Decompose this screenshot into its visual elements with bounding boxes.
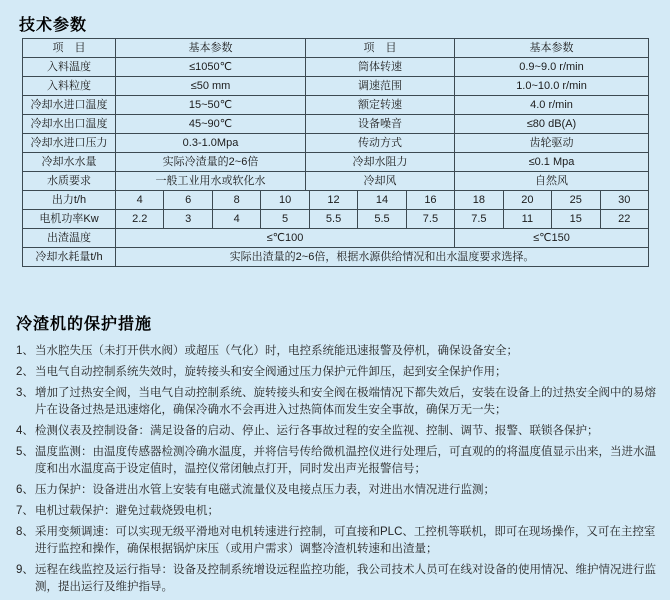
power-value-cell: 7.5 — [455, 210, 503, 229]
table-row — [23, 153, 649, 172]
table-header-row — [23, 39, 649, 58]
output-value-cell: 14 — [358, 191, 406, 210]
param-label-cell: 冷却水耗量t/h — [23, 248, 116, 267]
power-value-cell: 4 — [213, 210, 261, 229]
param-label-cell: 冷却水水量 — [23, 153, 116, 172]
param-value-cell: 自然风 — [455, 172, 649, 191]
list-item — [15, 482, 657, 499]
item-text: 压力保护：设备进出水管上安装有电磁式流量仪及电接点压力表，对进出水情况进行监测； — [35, 484, 495, 496]
table-row — [23, 134, 649, 153]
power-value-cell: 22 — [601, 210, 649, 229]
item-text: 检测仪表及控制设备：满足设备的启动、停止、运行各事故过程的安全监视、控制、调节、报警、联锁各保护； — [35, 425, 599, 437]
output-value-cell: 8 — [213, 191, 261, 210]
table-row — [23, 77, 649, 96]
power-value-cell: 5.5 — [310, 210, 358, 229]
param-value-cell: 4.0 r/min — [455, 96, 649, 115]
table-header-cell: 基本参数 — [116, 39, 306, 58]
param-label-cell: 冷却水出口温度 — [23, 115, 116, 134]
param-label-cell: 冷却水阻力 — [306, 153, 455, 172]
table-header-cell: 基本参数 — [455, 39, 649, 58]
spec-table — [22, 38, 649, 267]
param-value-cell: 15~50℃ — [116, 96, 306, 115]
param-label-cell: 调速范围 — [306, 77, 455, 96]
param-label-cell: 出渣温度 — [23, 229, 116, 248]
tech-params-title: 技术参数 — [19, 17, 88, 34]
param-label-cell: 入料温度 — [23, 58, 116, 77]
param-value-cell: 1.0~10.0 r/min — [455, 77, 649, 96]
item-number: 8、 — [16, 526, 34, 538]
list-item — [15, 524, 657, 558]
param-value-cell: ≤1050℃ — [116, 58, 306, 77]
param-value-cell: 一般工业用水或软化水 — [116, 172, 306, 191]
param-value-cell: ≤50 mm — [116, 77, 306, 96]
output-value-cell: 16 — [407, 191, 455, 210]
item-number: 6、 — [16, 484, 34, 496]
output-value-cell: 6 — [164, 191, 212, 210]
param-label-cell: 传动方式 — [306, 134, 455, 153]
item-number: 2、 — [16, 366, 34, 378]
slag-temp-left-cell: ≤℃100 — [116, 229, 455, 248]
item-number: 5、 — [16, 446, 34, 458]
param-value-cell: 实际冷渣量的2~6倍 — [116, 153, 306, 172]
protection-list — [15, 343, 657, 600]
param-label-cell: 冷却水进口压力 — [23, 134, 116, 153]
power-value-cell: 15 — [552, 210, 600, 229]
param-label-cell: 电机功率Kw — [23, 210, 116, 229]
param-value-cell: 0.3-1.0Mpa — [116, 134, 306, 153]
item-text: 远程在线监控及运行指导：设备及控制系统增设远程监控功能，我公司技术人员可在线对设备的使用情况、维护情况进行监测，提出运行及维护指导。 — [35, 564, 656, 593]
list-item — [15, 364, 657, 381]
power-value-cell: 5.5 — [358, 210, 406, 229]
param-label-cell: 额定转速 — [306, 96, 455, 115]
list-item — [15, 385, 657, 419]
table-header-cell: 项 目 — [23, 39, 116, 58]
table-row — [23, 58, 649, 77]
param-label-cell: 设备噪音 — [306, 115, 455, 134]
output-value-cell: 12 — [310, 191, 358, 210]
param-label-cell: 水质要求 — [23, 172, 116, 191]
power-value-cell: 11 — [504, 210, 552, 229]
param-label-cell: 出力t/h — [23, 191, 116, 210]
protection-title: 冷渣机的保护措施 — [16, 316, 153, 333]
item-text: 采用变频调速：可以实现无级平滑地对电机转速进行控制，可直接和PLC、工控机等联机，即可在现场操作，又可在主控室进行监控和操作，确保根据锅炉床压（或用户需求）调整冷渣机转速和出渣量； — [35, 526, 656, 555]
param-label-cell: 冷却水进口温度 — [23, 96, 116, 115]
water-consumption-row — [23, 248, 649, 267]
power-value-cell: 2.2 — [116, 210, 164, 229]
output-value-cell: 4 — [116, 191, 164, 210]
power-value-cell: 5 — [261, 210, 309, 229]
item-number: 9、 — [16, 564, 34, 576]
output-value-cell: 18 — [455, 191, 503, 210]
table-row — [23, 96, 649, 115]
item-number: 1、 — [16, 345, 34, 357]
param-value-cell: 齿轮驱动 — [455, 134, 649, 153]
output-value-cell: 10 — [261, 191, 309, 210]
item-text: 增加了过热安全阀，当电气自动控制系统、旋转接头和安全阀在极端情况下都失效后，安装在设备上的过热安全阀中的易熔片在设备过热是迅速熔化，确保冷确水不会再进入过热筒体而发生安全事故，确保万无一失； — [35, 387, 656, 416]
table-row — [23, 115, 649, 134]
list-item — [15, 423, 657, 440]
param-value-cell: ≤0.1 Mpa — [455, 153, 649, 172]
slag-temp-right-cell: ≤℃150 — [455, 229, 649, 248]
power-value-cell: 7.5 — [407, 210, 455, 229]
list-item — [15, 444, 657, 478]
item-number: 4、 — [16, 425, 34, 437]
power-row — [23, 210, 649, 229]
param-value-cell: ≤80 dB(A) — [455, 115, 649, 134]
item-text: 温度监测：由温度传感器检测冷确水温度，并将信号传给微机温控仪进行处理后，可直观的的将温度值显示出来，当进水温度和出水温度高于设定值时，温控仪常闭触点打开，同时发出声光报警信号； — [35, 446, 656, 475]
item-text: 当电气自动控制系统失效时，旋转接头和安全阀通过压力保护元件卸压，起到安全保护作用； — [35, 366, 507, 378]
table-header-cell: 项 目 — [306, 39, 455, 58]
item-number: 7、 — [16, 505, 34, 517]
param-label-cell: 入料粒度 — [23, 77, 116, 96]
slag-temp-row — [23, 229, 649, 248]
water-consumption-value-cell: 实际出渣量的2~6倍，根据水源供给情况和出水温度要求选择。 — [116, 248, 649, 267]
output-value-cell: 30 — [601, 191, 649, 210]
param-value-cell: 45~90℃ — [116, 115, 306, 134]
table-row — [23, 172, 649, 191]
list-item — [15, 562, 657, 596]
list-item — [15, 343, 657, 360]
param-value-cell: 0.9~9.0 r/min — [455, 58, 649, 77]
power-value-cell: 3 — [164, 210, 212, 229]
item-number: 3、 — [16, 387, 34, 399]
output-value-cell: 20 — [504, 191, 552, 210]
output-row — [23, 191, 649, 210]
list-item — [15, 503, 657, 520]
item-text: 电机过载保护：避免过载烧毁电机； — [35, 505, 219, 517]
param-label-cell: 冷却风 — [306, 172, 455, 191]
param-label-cell: 筒体转速 — [306, 58, 455, 77]
output-value-cell: 25 — [552, 191, 600, 210]
item-text: 当水腔失压（未打开供水阀）或超压（气化）时，电控系统能迅速报警及停机，确保设备安全； — [35, 345, 518, 357]
